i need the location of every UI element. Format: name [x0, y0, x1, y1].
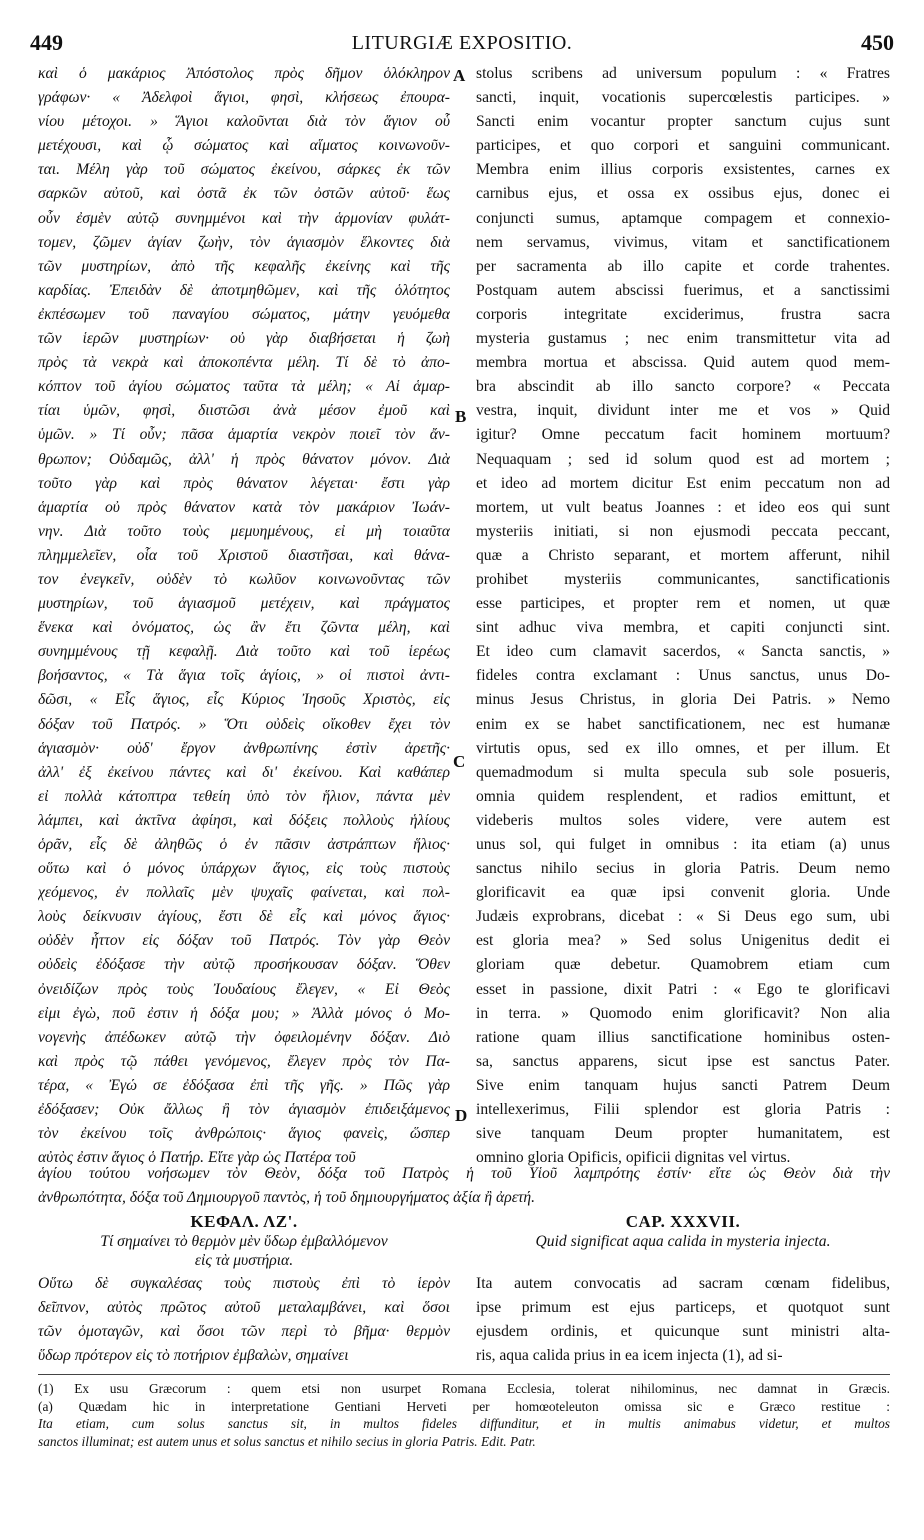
greek-text-line: γράφων· « Ἀδελφοὶ ἅγιοι, φησὶ, κλήσεως ἐπουρα- — [38, 89, 450, 107]
greek-text-line: τὸν ἐκείνου τοῖς ἀνθρώποις· ἅγιος φανεὶς, ὥσπερ — [38, 1125, 450, 1143]
running-title: LITURGIÆ EXPOSITIO. — [351, 32, 573, 54]
latin-text-line: virtutis opus, sed ex illo omnes, et per illum. Et — [476, 739, 890, 757]
latin-text-line: intellexerimus, Filii splendor est gloria Patris : — [476, 1101, 890, 1119]
greek-text-line: νίου μέτοχοι. » Ἅγιοι καλοῦνται διὰ τὸν ἅγιον οὗ — [38, 113, 450, 131]
latin-text-line: bra abscindit ab illo sancto corpore? « Peccata — [476, 378, 890, 396]
latin-text-line: membra mortua et abscissa. Quid autem quod mem- — [476, 354, 890, 372]
greek-text-line: θρωπον; Οὐδαμῶς, ἀλλ' ἡ πρὸς θάνατον μόνον. Διὰ — [38, 450, 450, 468]
latin-text-line: minus Jesus Christus, in gloria Dei Patris. » Nemo — [476, 691, 890, 709]
latin-text-line: quæ a Christo separant, et mortem afferunt, nihil — [476, 546, 890, 564]
latin-text-line: prohibet mysteriis communicantes, sanctificationis — [476, 570, 890, 588]
margin-letter-b: B — [455, 407, 467, 426]
footnotes — [38, 1380, 890, 1450]
greek-text-line: σαρκῶν αὐτοῦ, καὶ ὀστᾶ ἐκ τῶν ὀστῶν αὐτοῦ· ἕως — [38, 185, 450, 203]
latin-text-line: fideles contra exclamant : Unus sanctus, unus Do- — [476, 667, 890, 685]
latin-text-line: omnia quidem resplendent, et radios emittunt, et — [476, 787, 890, 805]
greek-text-line: τοῦτο γὰρ καὶ πρὸς θάνατον λέγεται· ἔστι γὰρ — [38, 474, 450, 492]
greek-chapter-text — [38, 1272, 450, 1368]
greek-text-line: νην. Διὰ τοῦτο τοὺς μεμυημένους, εἰ μὴ τοιαῦτα — [38, 522, 450, 540]
latin-text-line: mysteriis initiati, si non ejusmodi peccata peccant, — [476, 522, 890, 540]
greek-text-line: τίαι ὑμῶν, φησὶ, διιστῶσι ἀνὰ μέσον ἐμοῦ καὶ — [38, 402, 450, 420]
latin-text-line: videberis multos soles videre, vere autem est — [476, 811, 890, 829]
latin-text-line: sive tanquam Deum propter humanitatem, est — [476, 1125, 890, 1143]
greek-text-line: χεόμενος, ἐν πολλαῖς μὲν ψυχαῖς φαίνεται, καὶ πολ- — [38, 884, 450, 902]
greek-column — [38, 62, 450, 1170]
greek-text-line: ἀλλ' ἐξ ἐκείνου πάντες καὶ δι' ἐκείνου. Καὶ καθάπερ — [38, 763, 450, 781]
latin-text-line: glorificavit ea quæ ipsi convenit gloria. Unde — [476, 884, 890, 902]
latin-text-line: mysteria gustamus ; nec enim transmittetur vita ad — [476, 330, 890, 348]
greek-chapter-subtitle-1: Τί σημαίνει τὸ θερμὸν μὲν ὕδωρ ἐμβαλλόμενον — [100, 1233, 388, 1250]
latin-text-line: est gloria mea? » Sed solus Unigenitus dedit ei — [476, 932, 890, 950]
greek-text-line: οὐδὲν ἧττον εἰς δόξαν τοῦ Πατρός. Τὸν γὰρ Θεὸν — [38, 932, 450, 950]
latin-text-line: conjuncti sumus, aptamque compagem et connexio- — [476, 209, 890, 227]
greek-full-line: ἁγίου τούτου νοήσωμεν τὸν Θεὸν, δόξα τοῦ Πατρὸς ἡ τοῦ Υἱοῦ λαμπρότης ἐστίν· εἴτε ὡς Θεὸν διὰ τὴν — [38, 1165, 890, 1182]
latin-chapter-subtitle: Quid significat aqua calida in mysteria injecta. — [535, 1233, 831, 1250]
greek-chapter-line: Οὕτω δὲ συγκαλέσας τοὺς πιστοὺς ἐπὶ τὸ ἱερὸν — [38, 1275, 450, 1292]
footnote-line: Ita etiam, cum solus sanctus sit, in multos fideles diffunditur, et in multis animabus videtur, et multos — [38, 1416, 890, 1431]
greek-chapter-line: δεῖπνον, αὐτὸς πρῶτος αὐτοῦ μεταλαμβάνει, καὶ ὅσοι — [38, 1299, 450, 1317]
greek-text-line: οὐδεὶς ἐδόξασε τὴν αὐτῷ προσήκουσαν δόξαν. Ὅθεν — [38, 956, 450, 974]
latin-text-line: corporis integritate exciderimus, frustra sacra — [476, 305, 890, 323]
greek-text-line: αὐτὸς ἐστιν ἅγιος ὁ Πατήρ. Εἴτε γὰρ ὡς Πατέρα τοῦ — [38, 1149, 356, 1167]
greek-text-line: εἰ πολλὰ κάτοπτρα τεθείη ὑπὸ τὸν ἥλιον, πάντα μὲν — [38, 787, 450, 805]
greek-text-line: δόξαν τοῦ Πατρός. » Ὅτι οὐδεὶς οἴκοθεν ἔχει τὸν — [38, 715, 450, 733]
greek-text-line: ὑμῶν. » Τί οὖν; πᾶσα ἁμαρτία νεκρὸν ποιεῖ τὸν ἄν- — [38, 426, 450, 444]
latin-text-line: esse participes, et propter rem et nomen, ut quæ — [476, 595, 890, 613]
latin-text-line: igitur? Omne peccatum facit hominem mortuum? — [476, 426, 890, 444]
greek-text-line: συνημμένους τῇ κεφαλῇ. Διὰ τοῦτο καὶ τοῦ ἱερέως — [38, 643, 450, 661]
latin-text-line: stolus scribens ad universum populum : « Fratres — [476, 65, 890, 82]
greek-text-line: εἰμι ἐγὼ, ποῦ ἐστιν ἡ δόξα μου; » Ἀλλὰ μόνος ὁ Μο- — [38, 1004, 450, 1022]
page-number-left: 449 — [30, 30, 63, 55]
latin-text-line: sa, sanctus apparens, sicut ipse est sanctus Pater. — [476, 1052, 890, 1070]
greek-text-line: ἐκπέσωμεν τοῦ παναγίου σώματος, μάτην γευόμεθα — [38, 305, 450, 323]
latin-chapter-line: Ita autem convocatis ad sacram cœnam fidelibus, — [476, 1275, 890, 1292]
latin-chapter-line: ejusdem ordinis, et quicunque sunt ministri alta- — [476, 1323, 890, 1341]
greek-chapter-subtitle-2: εἰς τὰ μυστήρια. — [194, 1252, 294, 1269]
page-header — [30, 30, 894, 60]
latin-text-line: vestra, inquit, dividunt inter me et vos » Quid — [476, 402, 890, 420]
greek-text-line: καρδίας. Ἐπειδὰν δὲ ἀποτμηθῶμεν, καὶ τῆς ὁλότητος — [38, 281, 450, 299]
latin-chapter-line: ris, aqua calida prius in ea icem injecta (1), ad si- — [476, 1347, 783, 1365]
latin-text-line: per sacramenta ab illo capite et corde trahentes. — [476, 257, 890, 275]
greek-text-line: μυστηρίων, τοῦ ἁγιασμοῦ μετέχειν, καὶ πράγματος — [38, 595, 450, 613]
latin-text-line: omnino gloria Opificis, opificii dignitas vel virtus. — [476, 1149, 791, 1167]
greek-text-line: μετέχουσι, καὶ ᾧ σώματος καὶ αἵματος κοινωνοῦν- — [38, 137, 450, 155]
greek-text-line: ἁγιασμὸν· οὐδ' ἔργον ἀνθρωπίνης ἐστὶν ἀρετῆς· — [38, 739, 450, 757]
latin-text-line: et ideo ad mortem dicitur Est enim peccatum non ad — [476, 474, 890, 492]
latin-text-line: sancti, inquit, vocationis supercœlestis participes. » — [476, 89, 890, 107]
greek-text-line: τέρα, « Ἐγώ σε ἐδόξασα ἐπὶ τῆς γῆς. » Πῶς γὰρ — [38, 1076, 450, 1094]
margin-letter-a: A — [453, 66, 466, 85]
latin-text-line: esset in passione, dixit Patri : « Ego te glorificavi — [476, 980, 890, 998]
latin-chapter-line: ipse primum est ejus particeps, et quotquot sunt — [476, 1299, 890, 1317]
latin-column — [476, 62, 890, 1170]
latin-text-line: Sive enim tanquam hujus sancti Patrem Deum — [476, 1076, 890, 1094]
latin-text-line: nem servamus, vivimus, vitam et sanctificationem — [476, 233, 890, 251]
greek-chapter-line: τῶν ὁμοταγῶν, καὶ ὅσοι τῶν περὶ τὸ βῆμα· θερμὸν — [38, 1323, 450, 1341]
latin-text-line: sanctus nihilo secius in gloria Patris. Deum nemo — [476, 860, 890, 878]
page-number-right: 450 — [861, 30, 894, 55]
greek-text-line: οὖν ἐσμὲν αὐτῷ συνημμένοι καὶ τὴν ἁρμονίαν φυλάτ- — [38, 209, 450, 227]
latin-text-line: carnibus ejus, et ossa ex ossibus ejus, donec ei — [476, 185, 890, 203]
greek-text-line: ἐδόξασεν; Οὐκ ἄλλως ἢ τὸν ἁγιασμὸν ἐπιδειξάμενος — [38, 1101, 450, 1119]
greek-text-line: λοὺς δείκνυσιν ἁγίους, ἔστι δὲ εἷς καὶ μόνος ἅγιος· — [38, 908, 450, 926]
footnote-line: (1) Ex usu Græcorum : quem etsi non usurpet Romana Ecclesia, tolerat nihilominus, nec damnat in Græcis. — [38, 1381, 890, 1396]
greek-chapter-line: ὕδωρ πρότερον εἰς τὸ ποτήριον ἐμβαλὼν, σημαίνει — [38, 1347, 349, 1365]
latin-text-line: ratione quam illius sanctificatione hominibus osten- — [476, 1028, 890, 1046]
greek-full-width-text — [38, 1162, 890, 1210]
latin-text-line: Et ideo cum clamavit sacerdos, « Sancta sanctis, » — [476, 643, 890, 661]
latin-chapter-heading: CAP. XXXVII. — [625, 1212, 741, 1231]
greek-chapter-title — [38, 1212, 450, 1270]
margin-letter-d: D — [455, 1106, 468, 1125]
latin-chapter-title — [476, 1212, 890, 1251]
greek-text-line: καὶ πρὸς τῷ πάθει γενόμενος, ἔλεγεν πρὸς τὸν Πα- — [38, 1052, 450, 1070]
greek-text-line: λάμπει, καὶ ἀκτῖνα ἀφίησι, καὶ δόξεις πολλοὺς ἡλίους — [38, 811, 450, 829]
latin-text-line: quemadmodum si multa specula sub sole posueris, — [476, 763, 890, 781]
greek-text-line: τον ἐνεγκεῖν, οὐδὲν τὸ κωλῦον κοινωνοῦντας τῶν — [38, 570, 450, 588]
greek-text-line: τῶν ἱερῶν μυστηρίων· οὐ γὰρ διαβήσεται ἡ ζωὴ — [38, 330, 450, 348]
latin-chapter-text — [476, 1272, 890, 1368]
latin-text-line: sint adhuc viva membra, et capiti conjuncti sint. — [476, 619, 890, 637]
footnote-line: sanctos illuminat; est autem unus et solus sanctus et nihilo secius in gloria Patris. Edit. Patr. — [38, 1433, 536, 1449]
greek-text-line: τῶν μυστηρίων, ἀπὸ τῆς κεφαλῆς ἐκείνης καὶ τῆς — [38, 257, 450, 275]
footnote-rule — [38, 1374, 890, 1375]
latin-text-line: Sancti enim vocantur propter sanctum cujus sunt — [476, 113, 890, 131]
greek-text-line: πρὸς τὰ νεκρὰ καὶ ἀποκοπέντα μέλη. Τί δὲ τὸ ἀπο- — [38, 354, 450, 372]
greek-text-line: ἕνεκα καὶ ὀνόματος, ὡς ἂν ἔτι ζῶντα μέλη, καὶ — [38, 619, 450, 637]
latin-text-line: mortem, ut vult beatus Joannes : et ideo eos qui sunt — [476, 498, 890, 516]
latin-text-line: in terra. » Quomodo enim glorificavit? Non alia — [476, 1004, 890, 1022]
greek-text-line: κόπτον τοῦ ἁγίου σώματος ταῦτα τὰ μέλη; « Αἱ ἁμαρ- — [38, 378, 450, 396]
greek-text-line: τομεν, ζῶμεν ἁγίαν ζωὴν, τὸν ἁγιασμὸν ἕλκοντες διὰ — [38, 233, 450, 251]
greek-text-line: ται. Μέλη γὰρ τοῦ σώματος ἐκείνου, σάρκες ἐκ τῶν — [38, 161, 450, 179]
greek-text-line: ὀνειδίζων πρὸς τοὺς Ἰουδαίους ἔλεγεν, « Εἰ Θεὸς — [38, 980, 450, 998]
greek-text-line: δῶσι, « Εἷς ἅγιος, εἷς Κύριος Ἰησοῦς Χριστὸς, εἰς — [38, 691, 450, 709]
greek-text-line: πλημμελεῖεν, οἷα τοῦ Χριστοῦ διαστῆσαι, καὶ θάνα- — [38, 546, 450, 564]
greek-text-line: ἁμαρτία οὐ πρὸς θάνατον κατὰ τὸν μακάριον Ἰωάν- — [38, 498, 450, 516]
greek-text-line: βοήσαντος, « Τὰ ἅγια τοῖς ἁγίοις, » οἱ πιστοὶ ἀντι- — [38, 667, 450, 685]
greek-text-line: ὁρᾶν, εἷς δὲ ἀληθῶς ὁ ἐν πᾶσιν ἀστράπτων ἥλιος· — [38, 836, 450, 853]
footnote-line: (a) Quædam hic in interpretatione Gentiani Herveti per homœoteleuton omissa sic e Græco restitue : — [38, 1398, 890, 1414]
greek-full-line: ἀνθρωπότητα, δόξα τοῦ Δημιουργοῦ παντὸς, ἡ τοῦ δημιουργήματος ἀξία ἢ ἀρετή. — [38, 1189, 536, 1207]
latin-text-line: Judæis exprobrans, dicebat : « Si Deus ego sum, ubi — [476, 908, 890, 926]
greek-text-line: οὕτω καὶ ὁ μόνος ὑπάρχων ἅγιος, εἰς τοὺς πιστοὺς — [38, 860, 450, 878]
greek-text-line: καὶ ὁ μακάριος Ἀπόστολος πρὸς δῆμον ὁλόκληρον — [38, 65, 450, 82]
latin-text-line: unus sol, qui fulget in omnibus : ita etiam (a) unus — [476, 836, 890, 853]
latin-text-line: enim ex se habet sanctificationem, nec est humanæ — [476, 715, 890, 733]
greek-chapter-heading: ΚΕΦΑΛ. ΛΖ'. — [190, 1212, 298, 1231]
latin-text-line: Postquam autem abscissi fuerimus, et a sanctissimi — [476, 281, 890, 299]
latin-text-line: Membra enim illius corporis exsistentes, carnes ex — [476, 161, 890, 179]
margin-letter-c: C — [453, 752, 466, 771]
latin-text-line: participes, et quo corpori et sanguini communicant. — [476, 137, 890, 155]
greek-text-line: νογενὴς ἀπέδωκεν αὐτῷ τὴν ὀφειλομένην δόξαν. Διὸ — [38, 1028, 450, 1046]
latin-text-line: Nequaquam ; sed id solum quod est ad mortem ; — [476, 450, 890, 468]
latin-text-line: gloriam quæ debetur. Quamobrem etiam cum — [476, 956, 890, 974]
